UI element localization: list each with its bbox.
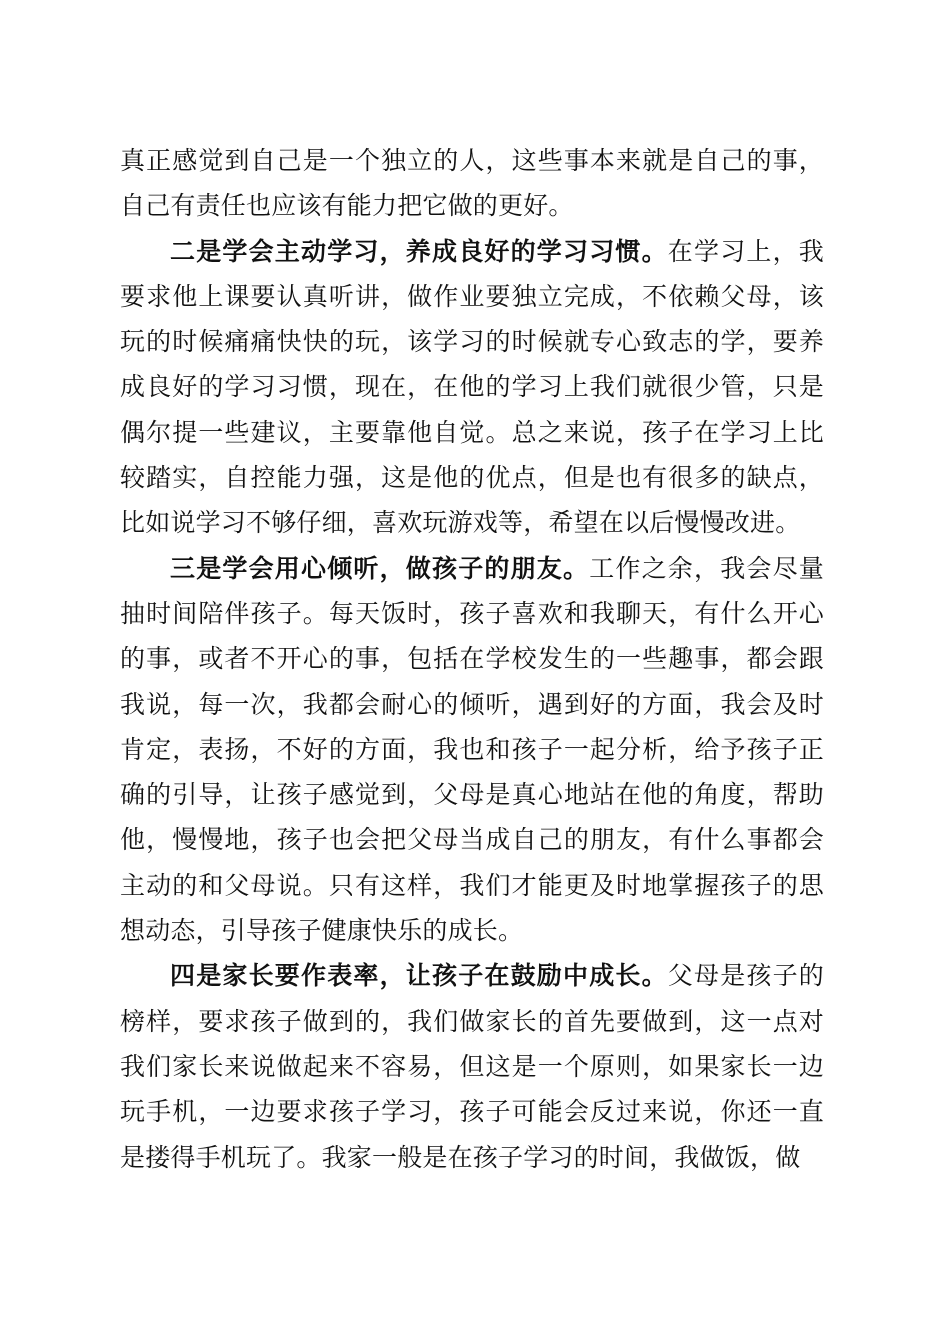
paragraph-point-three [120, 546, 824, 954]
paragraph-3-text: 工作之余，我会尽量抽时间陪伴孩子。每天饭时，孩子喜欢和我聊天，有什么开心的事，或者不开心的事，包括在学校发生的一些趣事，都会跟我说，每一次，我都会耐心的倾听，遇到好的方面，我会及时肯定，表扬，不好的方面，我也和孩子一起分析，给予孩子正确的引导，让孩子感觉到，父母是真心地站在他的角度，帮助他，慢慢地，孩子也会把父母当成自己的朋友，有什么事都会主动的和父母说。只有这样，我们才能更及时地掌握孩子的思想动态，引导孩子健康快乐的成长。 [120, 553, 824, 946]
document-body [120, 138, 824, 1180]
paragraph-point-two [120, 229, 824, 546]
paragraph-2-text: 在学习上，我要求他上课要认真听讲，做作业要独立完成，不依赖父母，该玩的时候痛痛快快的玩，该学习的时候就专心致志的学，要养成良好的学习习惯，现在，在他的学习上我们就很少管，只是偶尔提一些建议，主要靠他自觉。总之来说，孩子在学习上比较踏实，自控能力强，这是他的优点，但是也有很多的缺点，比如说学习不够仔细，喜欢玩游戏等，希望在以后慢慢改进。 [120, 236, 824, 538]
paragraph-4-heading: 四是家长要作表率，让孩子在鼓励中成长。 [170, 961, 668, 991]
paragraph-2-heading: 二是学会主动学习，养成良好的学习习惯。 [170, 236, 668, 266]
paragraph-3-heading: 三是学会用心倾听，做孩子的朋友。 [170, 553, 590, 583]
paragraph-point-four [120, 953, 824, 1179]
paragraph-1-text: 真正感觉到自己是一个独立的人，这些事本来就是自己的事，自己有责任也应该有能力把它做的更好。 [120, 146, 824, 221]
paragraph-4-text: 父母是孩子的榜样，要求孩子做到的，我们做家长的首先要做到，这一点对我们家长来说做起来不容易，但这是一个原则，如果家长一边玩手机，一边要求孩子学习，孩子可能会反过来说，你还一直是搂得手机玩了。我家一般是在孩子学习的时间，我做饭，做 [120, 961, 824, 1172]
paragraph-continuation [120, 138, 824, 229]
